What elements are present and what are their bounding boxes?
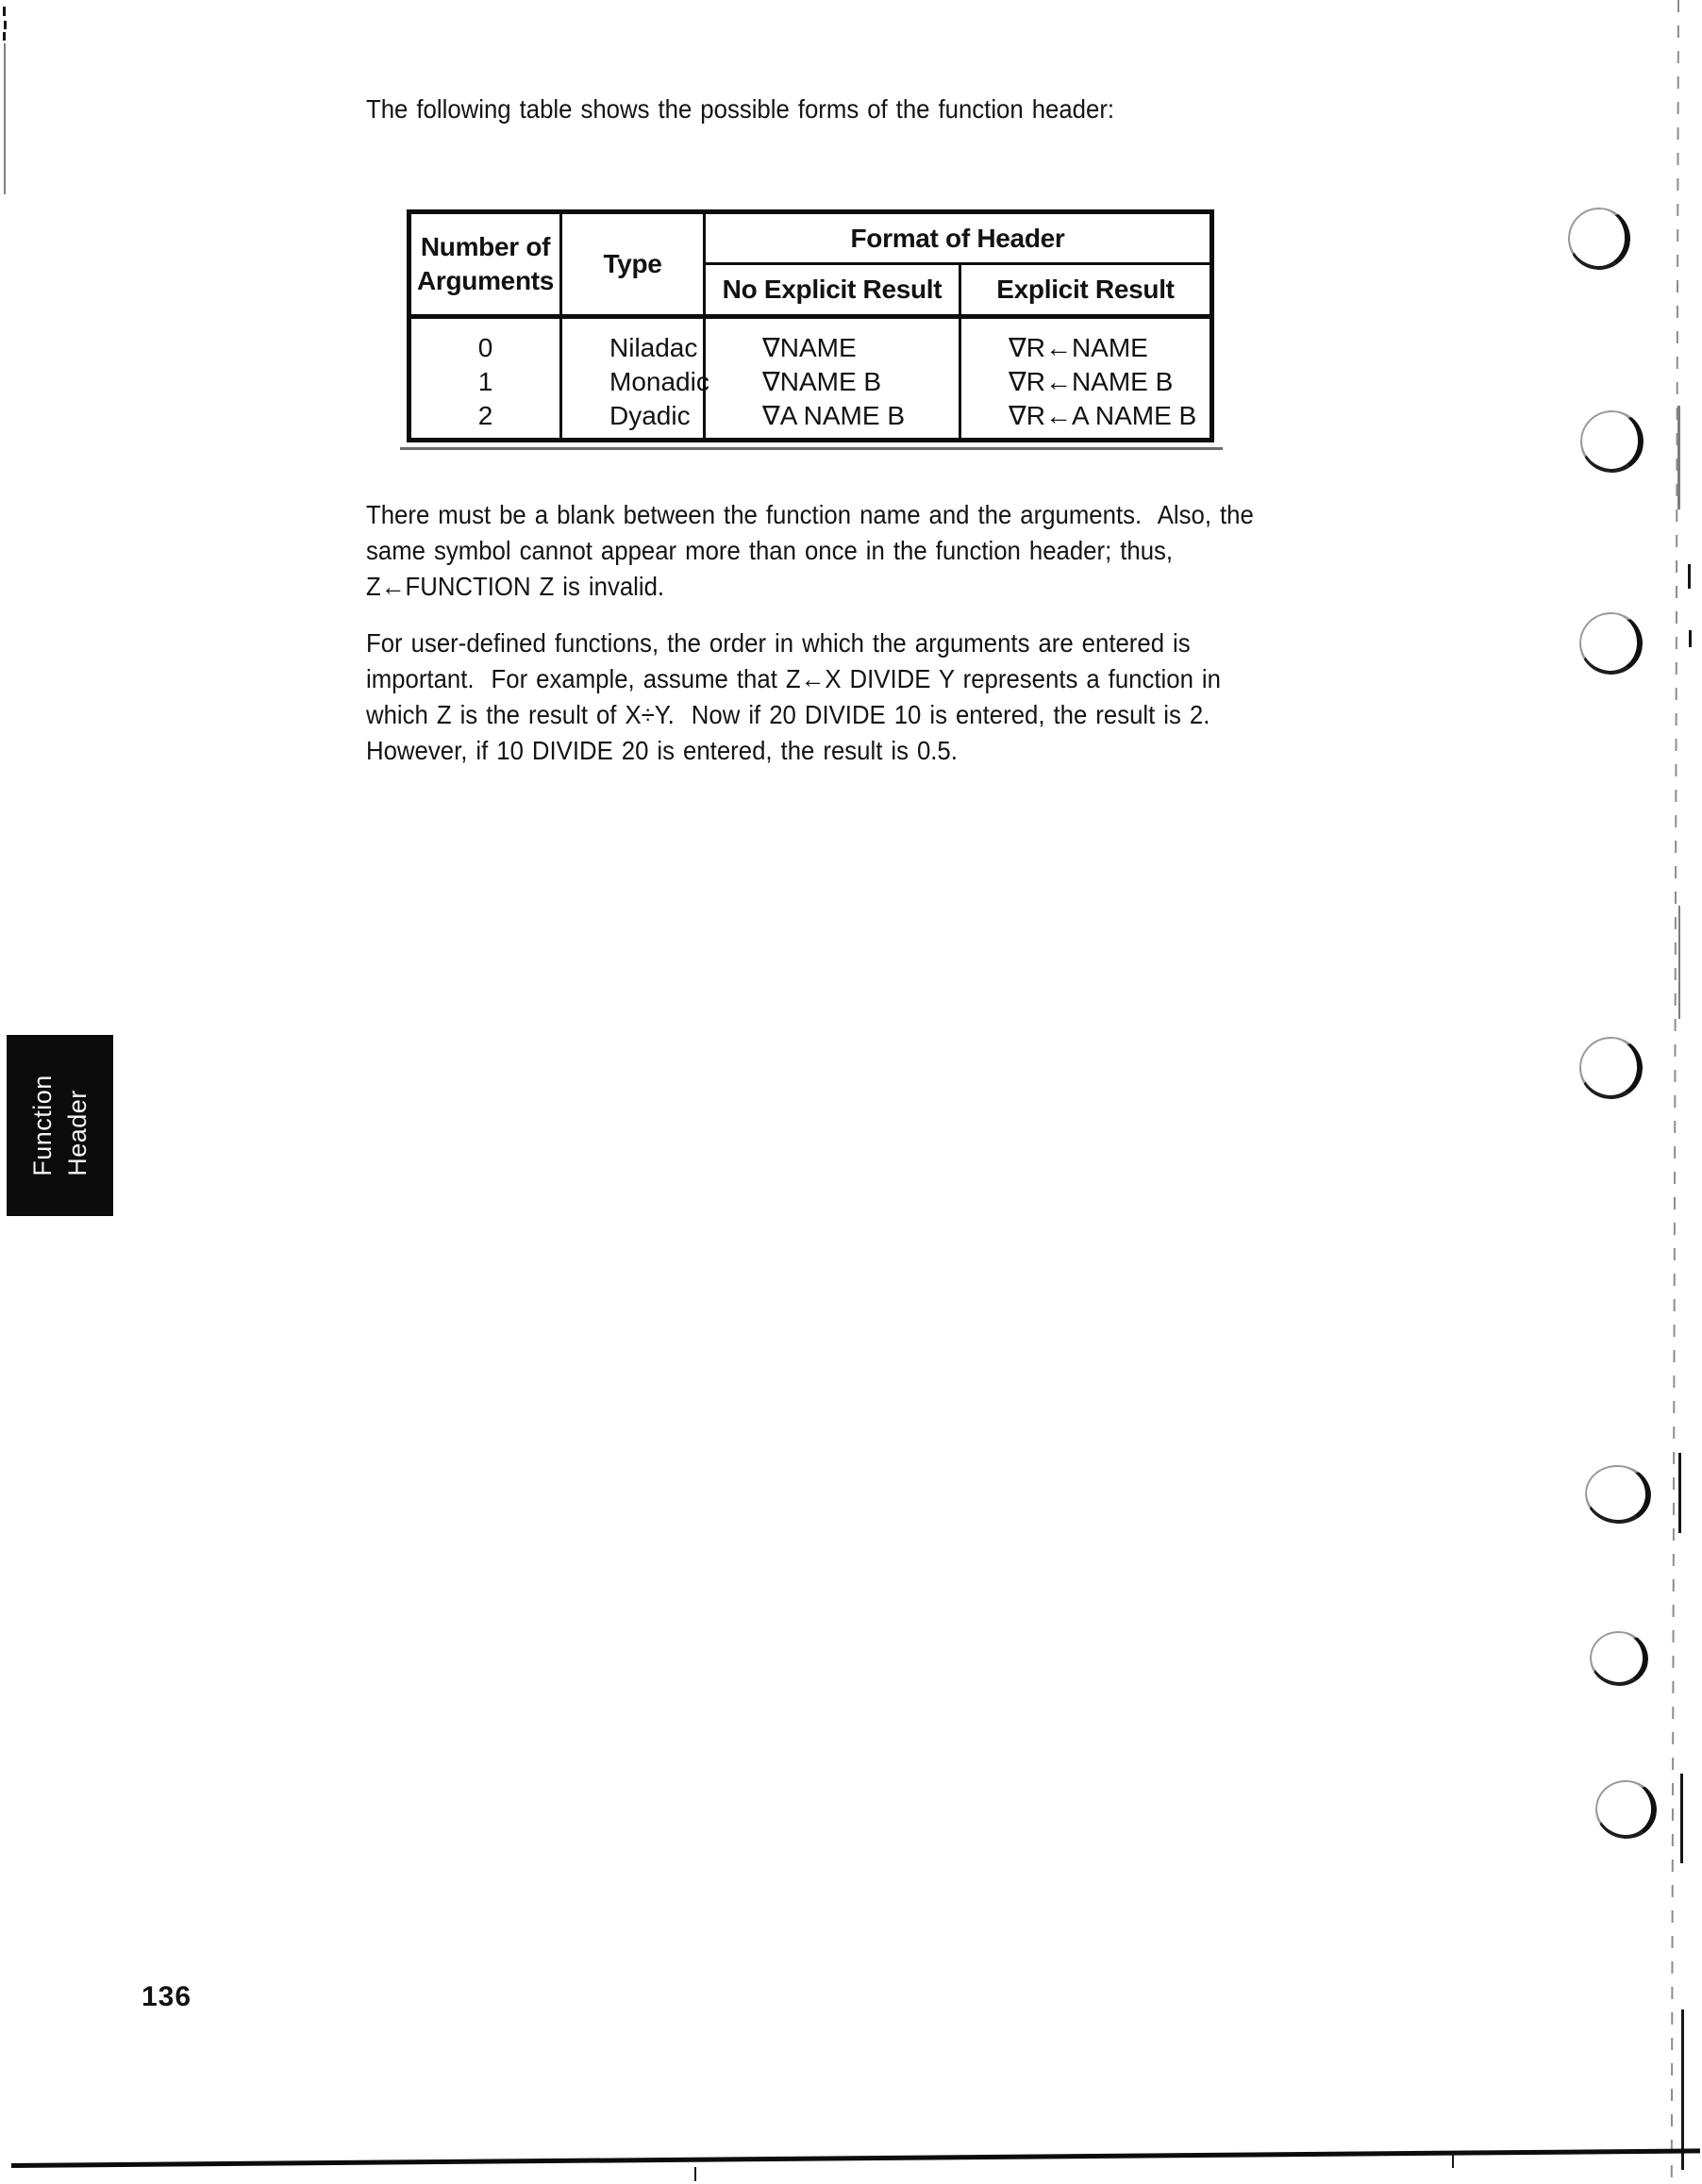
scan-artifact [1689,630,1692,647]
table-header-no-explicit-result: No Explicit Result [706,265,961,314]
table-cell: ∇A NAME B [762,401,905,430]
scan-artifact [1678,906,1680,1019]
table-cell: 2 [477,401,493,430]
table-cell: ∇R←A NAME B [1009,401,1197,430]
chapter-tab-line2: Header [62,1090,92,1176]
paragraph-line: which Z is the result of X÷Y. Now if 20 DIVIDE 10 is entered, the result is 2. [366,700,1210,729]
paragraph-argument-order [366,625,1221,769]
binder-hole [1582,1462,1654,1527]
binder-hole [1577,408,1647,476]
scan-artifact [1681,2009,1684,2170]
paragraph-line: There must be a blank between the function name and the arguments. Also, the [366,500,1254,529]
table-col-explicit-result [961,314,1210,438]
table-col-no-explicit-result [706,314,961,438]
chapter-tab-label [25,1075,95,1176]
table-cell: Monadic [609,367,709,396]
table-cell: ∇R←NAME [1009,333,1148,362]
table-header-number-of-arguments: Number of Arguments [411,214,562,314]
table-header-type: Type [562,214,706,314]
scan-artifact-right-edge-line [1671,0,1679,2184]
binder-hole [1577,1034,1646,1103]
function-header-table [407,209,1214,442]
scan-artifact-bottom-edge [11,2148,1700,2168]
table-cell: ∇NAME [762,333,857,362]
table-header-format-of-header: Format of Header [706,214,1210,265]
chapter-tab-function-header [7,1035,113,1216]
table-header-explicit-result: Explicit Result [996,275,1175,304]
paragraph-line: For user-defined functions, the order in which the arguments are entered is [366,628,1191,658]
table-cell: Dyadic [609,401,691,430]
table-cell: ∇NAME B [762,367,882,396]
table-cell: 0 [477,333,493,362]
table-col-type [562,314,709,438]
table-cell: 1 [477,367,493,396]
scan-artifact [4,43,6,194]
scan-artifact [3,32,6,41]
table-scan-shadow [400,447,1223,450]
paragraph-blank-rule [366,497,1254,605]
scan-artifact [1680,1774,1683,1863]
binder-hole [1587,1628,1651,1689]
table-cell: ∇R←NAME B [1009,367,1174,396]
table-cell: Niladac [609,333,698,362]
scan-artifact [3,7,6,16]
scan-artifact [1688,564,1691,589]
scan-artifact [1677,406,1680,509]
intro-line: The following table shows the possible forms of the function header: [366,94,1115,124]
binder-hole [1593,1777,1660,1842]
paragraph-line: Z←FUNCTION Z is invalid. [366,572,665,601]
page-number: 136 [142,1981,192,2012]
table-col-arguments [411,314,562,438]
paragraph-line: However, if 10 DIVIDE 20 is entered, the result is 0.5. [366,736,958,765]
binder-hole [1565,205,1634,274]
scan-artifact [1678,1453,1681,1533]
paragraph-line: same symbol cannot appear more than once in the function header; thus, [366,536,1174,565]
scan-artifact [1452,2154,1454,2168]
binder-hole [1577,609,1646,678]
scan-artifact [4,21,7,29]
paragraph-line: important. For example, assume that Z←X DIVIDE Y represents a function in [366,664,1221,693]
intro-paragraph [366,92,1114,127]
scan-artifact [694,2167,696,2181]
chapter-tab-line1: Function [27,1075,57,1176]
